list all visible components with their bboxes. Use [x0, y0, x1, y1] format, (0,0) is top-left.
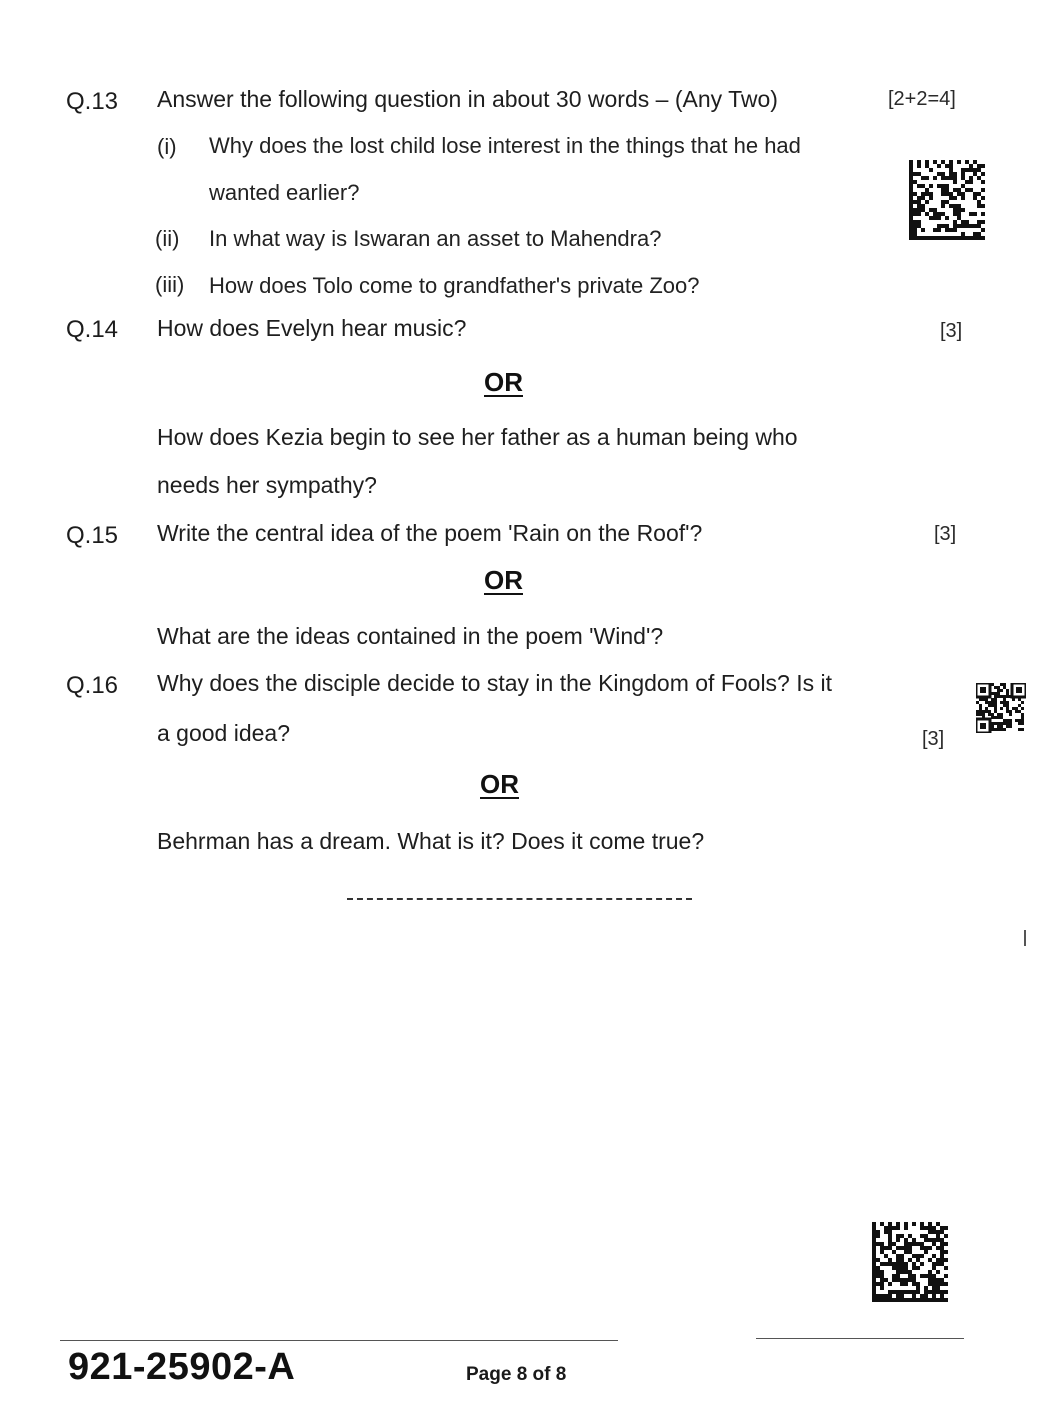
- q13-sub1-text-cont: wanted earlier?: [209, 180, 360, 205]
- q15-number: Q.15: [66, 522, 119, 549]
- q13-sub2-text: In what way is Iswaran an asset to Mahendra?: [209, 226, 662, 251]
- q14-number: Q.14: [66, 316, 119, 343]
- q13-text: Answer the following question in about 30 words – (Any Two): [157, 86, 778, 112]
- q14-marks: [3]: [940, 320, 963, 342]
- datamatrix-code-bottom: [872, 1222, 950, 1304]
- footer-rule-right: [756, 1338, 964, 1339]
- paper-code: 921-25902-A: [68, 1346, 296, 1388]
- page-number: Page 8 of 8: [466, 1364, 567, 1385]
- q13-sub2-label: (ii): [155, 226, 180, 251]
- end-of-paper-rule: [347, 898, 692, 900]
- q13-marks: [2+2=4]: [888, 88, 956, 110]
- q15-text: Write the central idea of the poem 'Rain on the Roof'?: [157, 520, 703, 546]
- q13-number: Q.13: [66, 88, 119, 115]
- q13-sub3-label: (iii): [155, 272, 185, 297]
- q16-number: Q.16: [66, 672, 119, 699]
- q14-text: How does Evelyn hear music?: [157, 315, 467, 341]
- q16-text: Why does the disciple decide to stay in the Kingdom of Fools? Is it: [157, 670, 833, 696]
- q16-marks: [3]: [922, 728, 945, 750]
- q13-sub3-text: How does Tolo come to grandfather's private Zoo?: [209, 273, 700, 298]
- q16-alt-text: Behrman has a dream. What is it? Does it come true?: [157, 828, 705, 854]
- q13-sub1-label: (i): [157, 134, 177, 159]
- q13-sub1-text: Why does the lost child lose interest in the things that he had: [209, 133, 801, 158]
- q15-or: OR: [484, 565, 523, 595]
- qr-code: [976, 683, 1026, 733]
- q15-marks: [3]: [934, 523, 957, 545]
- q14-alt-text-cont: needs her sympathy?: [157, 472, 377, 498]
- footer-rule-left: [60, 1340, 618, 1341]
- q14-or: OR: [484, 367, 523, 397]
- q14-alt-text: How does Kezia begin to see her father as a human being who: [157, 424, 798, 450]
- q16-text-cont: a good idea?: [157, 720, 291, 746]
- q16-or: OR: [480, 769, 519, 799]
- q15-alt-text: What are the ideas contained in the poem 'Wind'?: [157, 623, 664, 649]
- datamatrix-code-top: [909, 160, 985, 242]
- scan-mark: [1024, 930, 1026, 946]
